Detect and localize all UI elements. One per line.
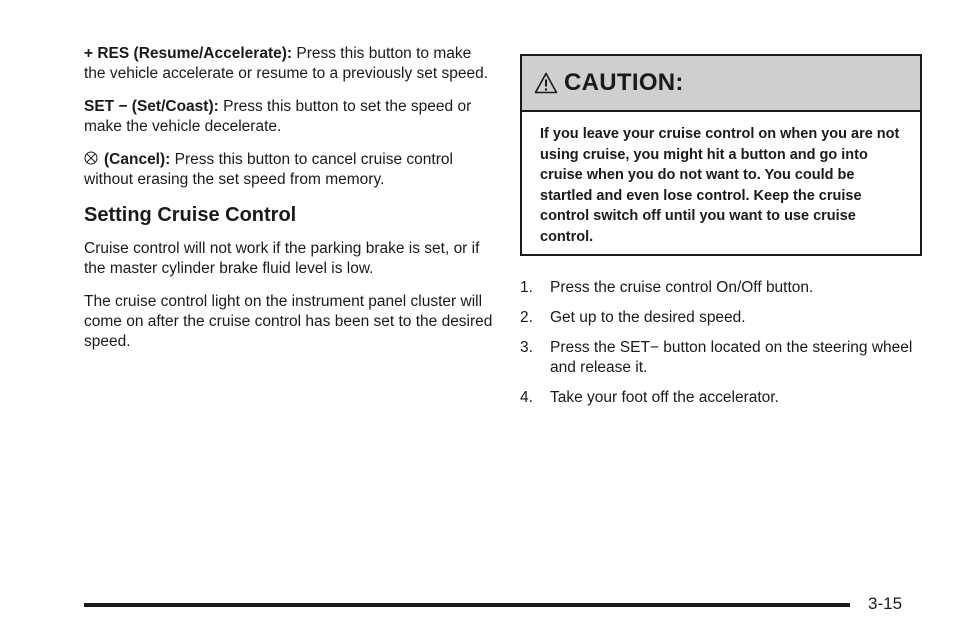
caution-body: If you leave your cruise control on when you are not using cruise, you might hit a button and go into cruise when you do not want to. You could be startled and even lose control. Keep the cruise control switch off until you want to use cruise control. — [540, 126, 900, 245]
caution-title: CAUTION: — [564, 69, 684, 96]
list-item — [520, 388, 922, 408]
set-label: SET − (Set/Coast): — [84, 98, 219, 115]
list-item — [520, 278, 922, 298]
cruise-light-paragraph: The cruise control light on the instrument panel cluster will come on after the cruise control has been set to the desired speed. — [84, 293, 493, 350]
cancel-text: Press this button to cancel cruise control without erasing the set speed from memory. — [84, 151, 453, 188]
caution-header — [522, 56, 920, 112]
step-text: Get up to the desired speed. — [550, 309, 746, 326]
set-paragraph — [84, 97, 496, 137]
parking-brake-paragraph: Cruise control will not work if the parking brake is set, or if the master cylinder brake fluid level is low. — [84, 240, 480, 277]
resume-text: Press this button to make the vehicle accelerate or resume to a previously set speed. — [84, 45, 489, 82]
set-text: Press this button to set the speed or make the vehicle decelerate. — [84, 98, 472, 135]
step-number: 2. — [520, 309, 533, 326]
cancel-cruise-icon — [84, 151, 98, 165]
steps-list — [520, 278, 922, 408]
step-number: 4. — [520, 389, 533, 406]
cancel-label: (Cancel): — [104, 151, 171, 168]
left-column — [84, 44, 496, 365]
step-text: Press the SET− button located on the steering wheel and release it. — [550, 339, 913, 376]
caution-box — [520, 54, 922, 256]
step-number: 3. — [520, 339, 533, 356]
warning-triangle-icon — [534, 72, 558, 94]
list-item — [520, 308, 922, 328]
section-heading: Setting Cruise Control — [84, 204, 297, 226]
list-item — [520, 338, 922, 378]
step-text: Take your foot off the accelerator. — [550, 389, 779, 406]
resume-paragraph — [84, 44, 496, 84]
step-text: Press the cruise control On/Off button. — [550, 279, 814, 296]
footer-rule — [84, 603, 850, 607]
cancel-paragraph — [84, 150, 496, 190]
step-number: 1. — [520, 279, 533, 296]
right-column — [520, 54, 922, 418]
resume-label: + RES (Resume/Accelerate): — [84, 45, 293, 62]
page-number: 3-15 — [868, 594, 903, 613]
